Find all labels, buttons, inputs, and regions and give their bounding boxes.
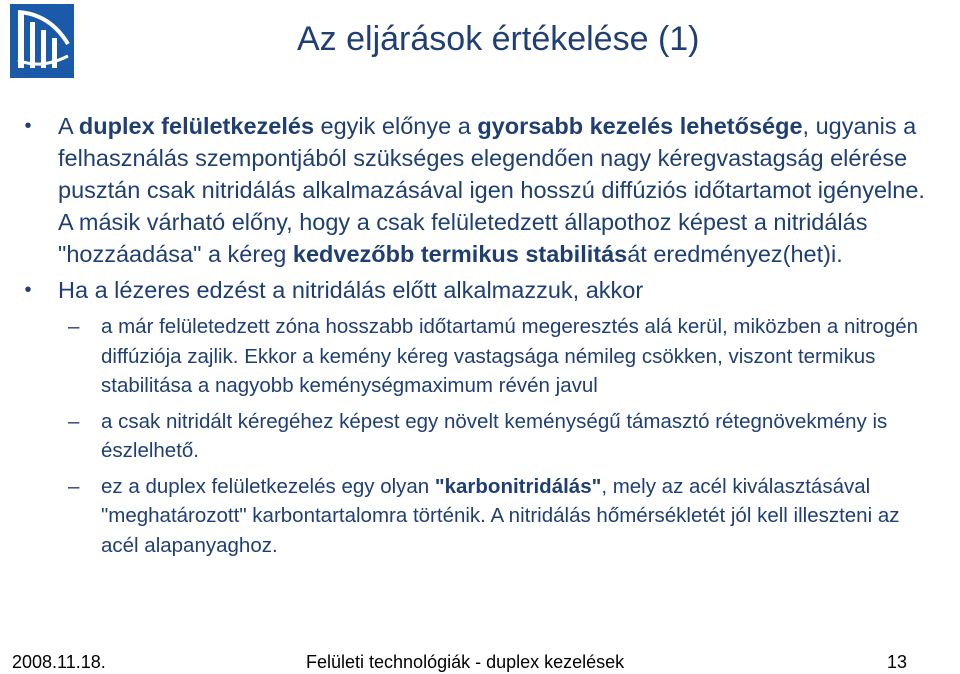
bullet-item [18,274,938,306]
bullet-item [18,110,938,270]
bullet-text: egyik előnye a [314,113,478,139]
bullet-marker: • [24,279,32,301]
bullet-bold-text: gyorsabb kezelés lehetősége [477,113,803,139]
sub-bullet-text: , mely az acél kiválasztásával "meghatározott" karbontartalomra történik. A nitridálás hőmérsékletét jól kell illeszteni az acél alapanyaghoz. [101,474,900,557]
sub-bullet-marker: – [68,315,80,338]
sub-bullet-item [18,472,938,561]
sub-bullet-bold-text: "karbonitridálás" [434,474,602,498]
logo [10,4,74,78]
sub-bullet-item [18,312,938,401]
slide-title: Az eljárások értékelése (1) [297,20,700,58]
bullet-text: Ha a lézeres edzést a nitridálás előtt alkalmazzuk, akkor [58,277,644,303]
sub-bullet-text: a már felületedzett zóna hosszabb időtartamú megeresztés alá kerül, miközben a nitrogén diffúziója zajlik. Ekkor a kemény kéreg vastagsága némileg csökken, viszont termikus stabilitása a nagyobb keménységmaximum révén javul [101,315,919,397]
bullet-bold-text: kedvezőbb termikus stabilitás [292,241,628,267]
sub-bullet-text: ez a duplex felületkezelés egy olyan [101,474,435,498]
bullet-text: , ugyanis a felhasználás szempontjából szükséges elegendően nagy kéregvastagság elérése pusztán csak nitridálás alkalmazásával igen hosszú diffúziós időtartamot igényelne. A másik várható előny, hogy a csak felületedzett állapothoz képest a nitridálás "hozzáadása" a kéreg [58,113,925,267]
footer-date: 2008.11.18. [12,652,106,672]
slide-content [18,110,938,560]
bullet-text: A [58,113,79,139]
footer-page-number: 13 [887,652,908,672]
bullet-bold-text: duplex felületkezelés [78,113,315,139]
bullet-text: át eredményez(het)i. [627,241,843,267]
bullet-marker: • [24,115,32,137]
sub-bullet-text: a csak nitridált kéregéhez képest egy növelt keménységű támasztó rétegnövekmény is észlelhető. [101,409,888,462]
sub-bullet-item [18,407,938,466]
sub-bullet-marker: – [68,474,80,498]
footer-title: Felületi technológiák - duplex kezelések [306,652,625,672]
sub-bullet-marker: – [68,409,80,433]
